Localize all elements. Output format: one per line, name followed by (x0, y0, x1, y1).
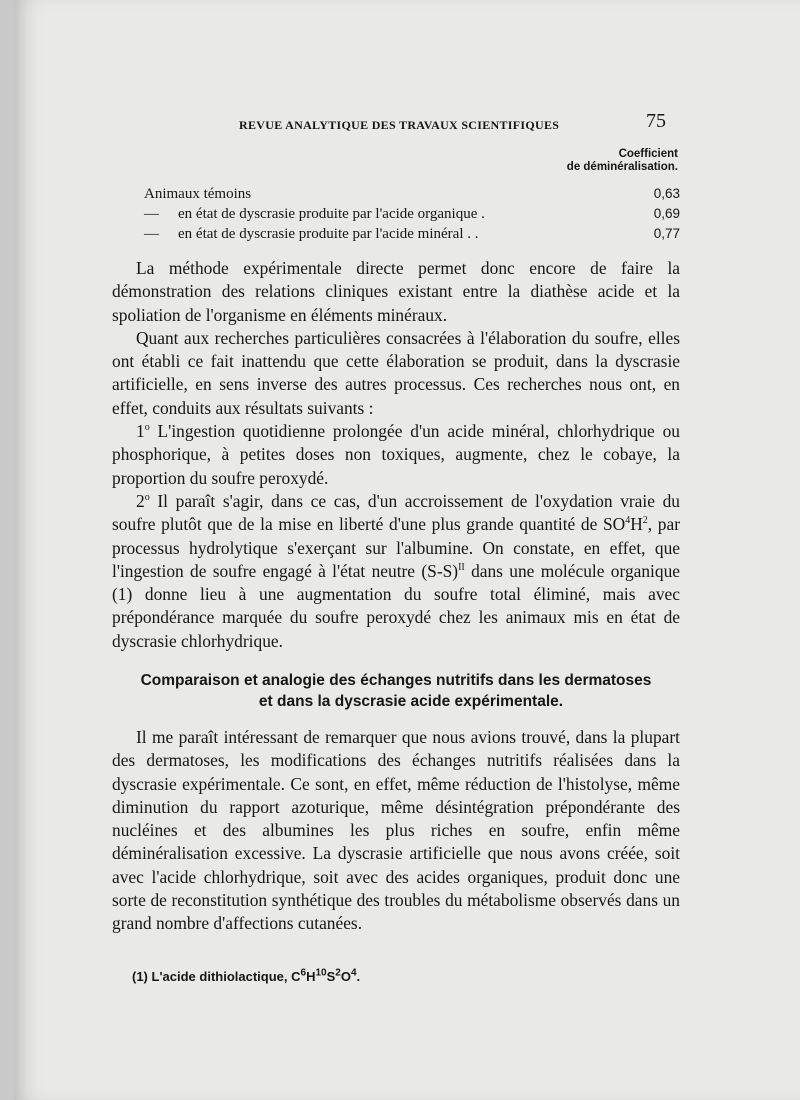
ditto-dash: — (144, 226, 159, 242)
ordinal-mark: o (144, 492, 150, 504)
formula-subscript: 2 (642, 515, 648, 527)
paragraph: Quant aux recherches particulières consacrées à l'élaboration du soufre, elles ont établi ce fait inattendu que cette élaboration se produit, dans la dyscrasie artificielle, en sens inverse des autres processus. Ces recherches nous ont, en effet, conduits aux résultats suivants : (112, 327, 680, 418)
row-value: 0,77 (653, 226, 680, 241)
paragraph (112, 490, 680, 653)
column-head-line2: de déminéralisation. (566, 161, 678, 173)
table-row (144, 184, 680, 204)
item-number: 2 (136, 490, 145, 511)
footnote-text: . (356, 969, 361, 984)
paragraph-text: L'ingestion quotidienne prolongée d'un acide minéral, chlorhydrique ou phosphorique, à petites doses non toxiques, augmente, chez le cobaye, la proportion du soufre peroxydé. (112, 421, 680, 488)
demineralisation-table (144, 184, 680, 244)
formula-subscript: 6 (300, 967, 307, 979)
table-row (144, 224, 680, 244)
formula-subscript: 4 (350, 967, 357, 979)
formula-subscript: 4 (625, 515, 631, 527)
paragraph: Il me paraît intéressant de remarquer que nous avions trouvé, dans la plupart des dermatoses, les modifications des échanges nutritifs réalisées dans la dyscrasie expérimentale. Ce sont, en effet, même réduction de l'histolyse, même diminution du rapport azoturique, même désintégration prépondérante des nucléines et des albumines les plus riches en soufre, enfin même déminéralisation excessive. La dyscrasie artificielle que nous avons créée, soit avec l'acide chlorhydrique, soit avec des acides organiques, produit donc une sorte de reconstitution synthétique des troubles du métabolisme observés dans un grand nombre d'affections cutanées. (112, 727, 680, 934)
table-row (144, 204, 680, 224)
footnote-text: H (306, 969, 316, 984)
section-heading-line1: Comparaison et analogie des échanges nutritifs dans les dermatoses (140, 672, 652, 689)
ordinal-mark: o (144, 422, 150, 434)
paragraph-text: H (630, 514, 643, 535)
column-head-line1: Coefficient (618, 148, 678, 160)
paragraph (112, 420, 680, 490)
paragraph-text: Il paraît s'agir, dans ce cas, d'un accroissement de l'oxydation vraie du soufre plutôt que de la mise en liberté d'une plus grande quantité de SO (112, 490, 680, 535)
section-heading (112, 670, 680, 712)
page-number: 75 (646, 110, 666, 132)
item-number: 1 (136, 421, 145, 442)
table-column-head (567, 148, 678, 174)
footnote-text: O (340, 969, 351, 984)
row-value: 0,69 (653, 206, 680, 221)
section-heading-line2: et dans la dyscrasie acide expérimentale. (258, 693, 564, 710)
paragraph-text: , par processus hydrolytique s'exerçant sur l'albumine. On constate, en effet, que l'ingestion de soufre engagé à l'état neutre (S-S) (112, 514, 680, 581)
row-label: en état de dyscrasie produite par l'acide organique . (178, 206, 485, 222)
footnote-text: S (326, 969, 336, 984)
paragraph: La méthode expérimentale directe permet donc encore de faire la démonstration des relations cliniques existant entre la diathèse acide et la spoliation de l'organisme en éléments minéraux. (112, 258, 680, 325)
paragraph-text: dans une molécule organique (1) donne lieu à une augmentation du soufre total éliminé, mais avec prépondérance marquée du soufre peroxydé chez les animaux mis en état de dyscrasie chlorhydrique. (112, 560, 680, 651)
ditto-dash: — (144, 206, 159, 222)
valence-mark: II (458, 562, 465, 574)
formula-subscript: 2 (335, 967, 341, 979)
row-label: en état de dyscrasie produite par l'acide minéral . . (178, 226, 479, 242)
row-value: 0,63 (653, 186, 680, 201)
document-page (14, 0, 800, 1100)
running-head: REVUE ANALYTIQUE DES TRAVAUX SCIENTIFIQUES (239, 118, 560, 132)
footnote-text: (1) L'acide dithiolactique, C (132, 969, 301, 984)
body-section-1 (112, 257, 680, 653)
formula-subscript: 10 (315, 967, 327, 979)
body-section-2 (112, 726, 680, 936)
row-label: Animaux témoins (144, 186, 252, 202)
footnote (132, 969, 360, 984)
